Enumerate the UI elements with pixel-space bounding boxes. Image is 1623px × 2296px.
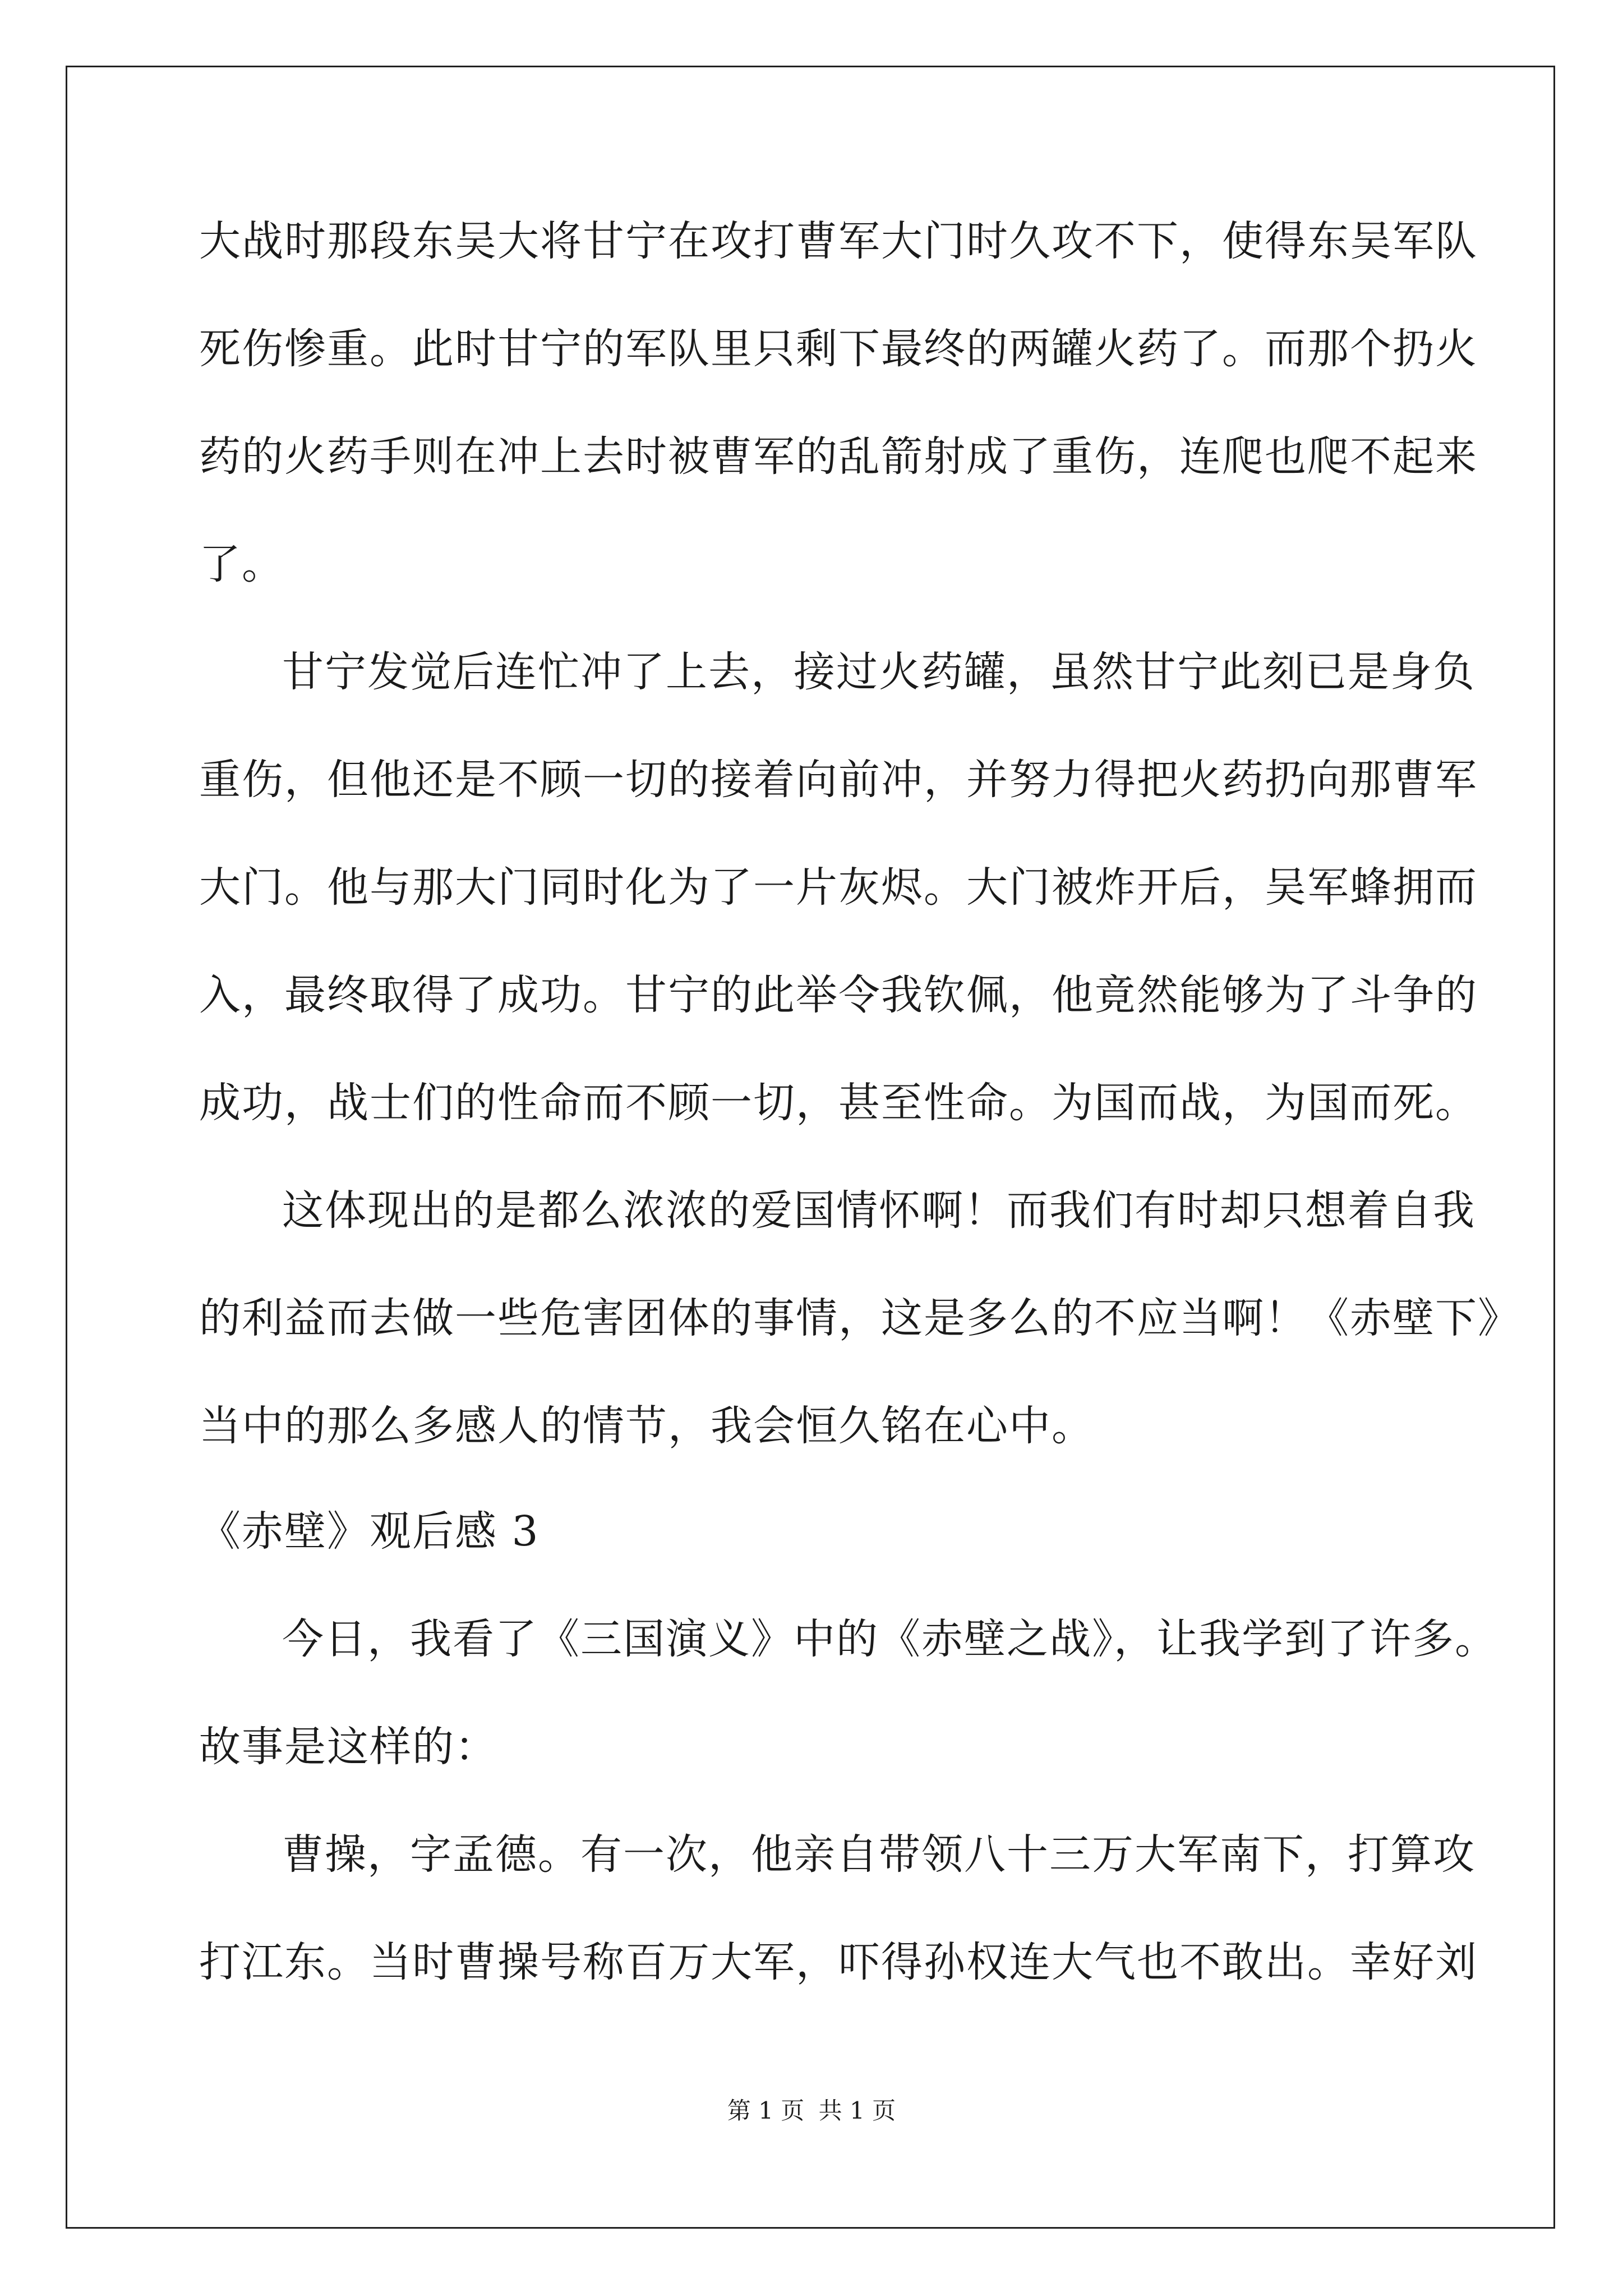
paragraph-first-line: 这体现出的是都么浓浓的爱国情怀啊！而我们有时却只想着自我 [282, 1186, 1476, 1235]
page-total: 共 1 页 [818, 2097, 896, 2124]
text-line: 的利益而去做一些危害团体的事情，这是多么的不应当啊！《赤壁下》 [199, 1294, 1520, 1342]
text-line: 重伤，但他还是不顾一切的接着向前冲，并努力得把火药扔向那曹军 [199, 756, 1478, 804]
page-border [66, 66, 1555, 2229]
text-line: 死伤惨重。此时甘宁的军队里只剩下最终的两罐火药了。而那个扔火 [199, 325, 1478, 373]
text-line: 打江东。当时曹操号称百万大军，吓得孙权连大气也不敢出。幸好刘 [199, 1938, 1478, 1986]
text-line: 入，最终取得了成功。甘宁的此举令我钦佩，他竟然能够为了斗争的 [199, 971, 1478, 1019]
paragraph-first-line: 甘宁发觉后连忙冲了上去，接过火药罐，虽然甘宁此刻已是身负 [282, 648, 1476, 696]
page-footer [0, 2094, 1623, 2128]
text-line: 故事是这样的： [199, 1723, 497, 1771]
section-heading: 《赤壁》观后感 3 [199, 1507, 540, 1556]
text-line: 大门。他与那大门同时化为了一片灰烬。大门被炸开后，吴军蜂拥而 [199, 863, 1478, 912]
text-line: 当中的那么多感人的情节，我会恒久铭在心中。 [199, 1402, 1094, 1450]
text-line: 了。 [199, 540, 284, 588]
text-line: 药的火药手则在冲上去时被曹军的乱箭射成了重伤，连爬也爬不起来 [199, 432, 1478, 481]
page-number: 第 1 页 [727, 2097, 805, 2124]
paragraph-first-line: 曹操，字孟德。有一次，他亲自带领八十三万大军南下，打算攻 [282, 1830, 1476, 1879]
text-line: 大战时那段东吴大将甘宁在攻打曹军大门时久攻不下，使得东吴军队 [199, 217, 1478, 265]
paragraph-first-line: 今日，我看了《三国演义》中的《赤壁之战》，让我学到了许多。 [282, 1615, 1497, 1663]
text-line: 成功，战士们的性命而不顾一切，甚至性命。为国而战，为国而死。 [199, 1079, 1478, 1127]
